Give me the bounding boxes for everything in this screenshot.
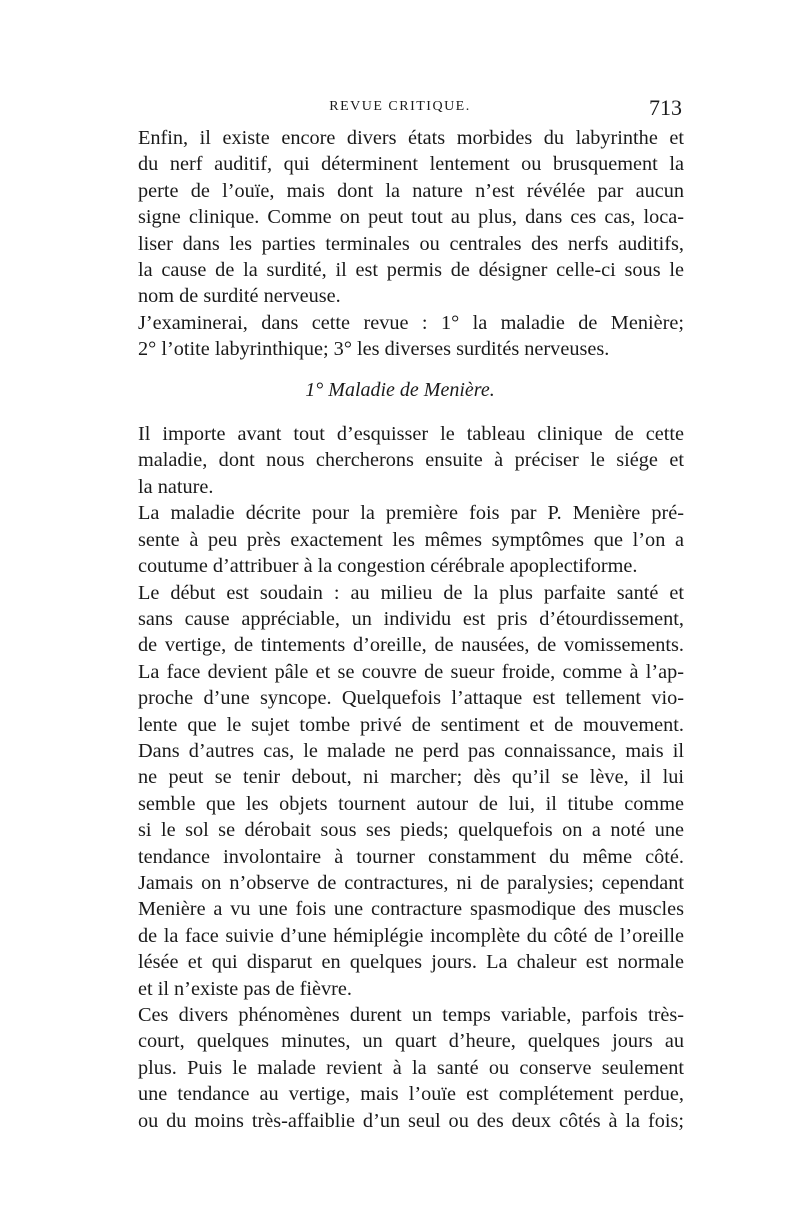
text-line: maladie, dont nous chercherons ensuite à préciser le siége et xyxy=(138,449,684,472)
text-line: ne peut se tenir debout, ni marcher; dès qu’il se lève, il lui xyxy=(138,766,684,789)
text-line: lésée et qui disparut en quelques jours. La chaleur est normale xyxy=(138,951,684,974)
text-line: 2° l’otite labyrinthique; 3° les diverses surdités nerveuses. xyxy=(138,338,610,361)
text-line: Le début est soudain : au milieu de la plus parfaite santé et xyxy=(138,581,684,604)
running-header xyxy=(116,95,684,125)
text-line: la nature. xyxy=(138,475,214,498)
text-line: Dans d’autres cas, le malade ne perd pas connaissance, mais il xyxy=(138,739,684,762)
text-line: Enfin, il existe encore divers états morbides du labyrinthe et xyxy=(138,127,684,149)
paragraph xyxy=(116,125,684,310)
text-line: Ces divers phénomènes durent un temps variable, parfois très- xyxy=(138,1004,684,1026)
text-line: ou du moins très-affaiblie d’un seul ou des deux côtés à la fois; xyxy=(138,1109,684,1132)
text-line: de vertige, de tintements d’oreille, de nausées, de vomissements. xyxy=(138,634,684,657)
paragraph xyxy=(116,1002,684,1134)
text-line: sente à peu près exactement les mêmes symptômes que l’on a xyxy=(138,528,684,551)
text-line: signe clinique. Comme on peut tout au plus, dans ces cas, loca- xyxy=(138,206,684,229)
text-line: Menière a vu une fois une contracture spasmodique des muscles xyxy=(138,898,684,921)
text-line: la cause de la surdité, il est permis de désigner celle-ci sous le xyxy=(138,259,684,282)
text-line: coutume d’attribuer à la congestion cérébrale apoplectiforme. xyxy=(138,555,638,578)
text-line: et il n’existe pas de fièvre. xyxy=(138,977,352,1000)
text-line: du nerf auditif, qui déterminent lentement ou brusquement la xyxy=(138,153,684,176)
paragraphs-before xyxy=(116,125,684,363)
text-line: sans cause appréciable, un individu est pris d’étourdissement, xyxy=(138,607,684,630)
text-line: une tendance au vertige, mais l’ouïe est complétement perdue, xyxy=(138,1083,684,1106)
text-line: lente que le sujet tombe privé de sentiment et de mouvement. xyxy=(138,713,684,736)
text-line: Jamais on n’observe de contractures, ni de paralysies; cependant xyxy=(138,871,684,894)
text-line: nom de surdité nerveuse. xyxy=(138,285,341,308)
body-text xyxy=(116,125,684,1134)
text-line: court, quelques minutes, un quart d’heure, quelques jours au xyxy=(138,1030,684,1053)
text-line: si le sol se dérobait sous ses pieds; quelquefois on a noté une xyxy=(138,819,684,842)
paragraphs-after xyxy=(116,421,684,1134)
paragraph xyxy=(116,500,684,579)
text-line: proche d’une syncope. Quelquefois l’attaque est tellement vio- xyxy=(138,687,684,710)
text-line: perte de l’ouïe, mais dont la nature n’est révélée par aucun xyxy=(138,179,684,202)
text-line: plus. Puis le malade revient à la santé ou conserve seulement xyxy=(138,1056,684,1079)
text-line: semble que les objets tournent autour de lui, il titube comme xyxy=(138,792,684,815)
paragraph xyxy=(116,310,684,363)
paragraph xyxy=(116,421,684,500)
book-page xyxy=(116,95,684,1134)
text-line: La maladie décrite pour la première fois par P. Menière pré- xyxy=(138,502,684,525)
text-line: J’examinerai, dans cette revue : 1° la maladie de Menière; xyxy=(138,311,684,334)
text-line: liser dans les parties terminales ou centrales des nerfs auditifs, xyxy=(138,232,684,255)
text-line: La face devient pâle et se couvre de sueur froide, comme à l’ap- xyxy=(138,660,684,683)
running-title: REVUE CRITIQUE. xyxy=(329,99,471,114)
text-line: Il importe avant tout d’esquisser le tableau clinique de cette xyxy=(138,423,684,446)
text-line: tendance involontaire à tourner constamment du même côté. xyxy=(138,845,684,868)
text-line: de la face suivie d’une hémiplégie incomplète du côté de l’oreille xyxy=(138,924,684,947)
page-number: 713 xyxy=(649,95,682,120)
paragraph xyxy=(116,580,684,1003)
section-heading: 1° Maladie de Menière. xyxy=(305,378,495,401)
